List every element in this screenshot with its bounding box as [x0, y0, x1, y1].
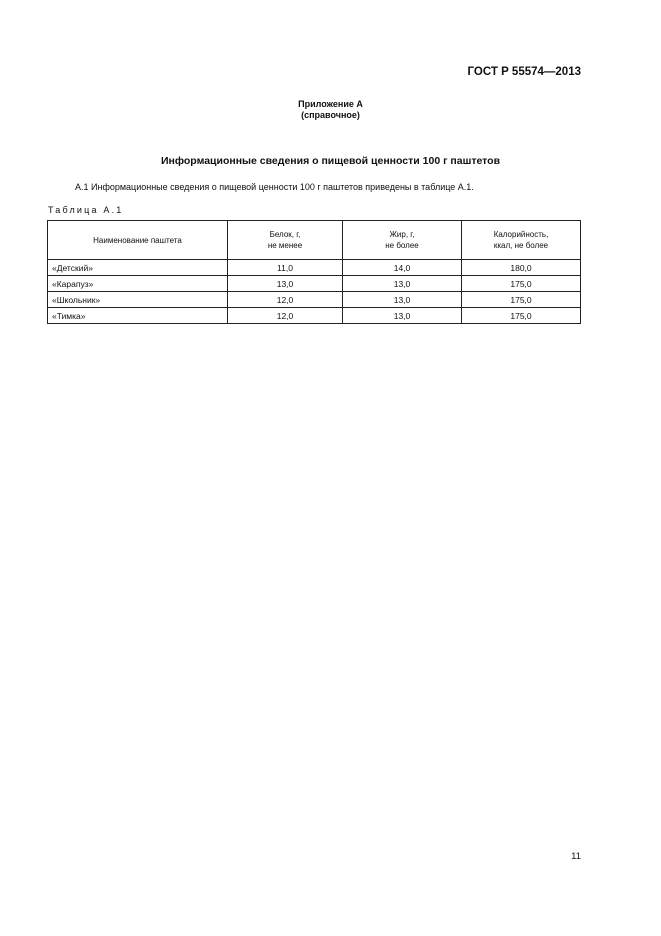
cell-protein: 13,0 [228, 276, 343, 292]
section-title: Информационные сведения о пищевой ценности 100 г паштетов [160, 155, 501, 167]
header-name: Наименование паштета [48, 221, 228, 260]
table-row [48, 292, 581, 308]
header-calories: Калорийность, ккал, не более [462, 221, 581, 260]
cell-calories: 175,0 [462, 308, 581, 324]
cell-protein: 12,0 [228, 308, 343, 324]
header-fat: Жир, г, не более [343, 221, 462, 260]
table-row [48, 308, 581, 324]
annex-heading [0, 99, 661, 121]
cell-name: «Карапуз» [48, 276, 228, 292]
table-row [48, 276, 581, 292]
nutrition-table [47, 220, 581, 324]
annex-status: (справочное) [301, 110, 360, 120]
page-number: 11 [571, 851, 581, 862]
annex-title: Приложение А [298, 99, 363, 109]
table-caption: Таблица А.1 [48, 205, 124, 215]
cell-name: «Тимка» [48, 308, 228, 324]
header-protein: Белок, г, не менее [228, 221, 343, 260]
cell-name: «Детский» [48, 260, 228, 276]
cell-calories: 180,0 [462, 260, 581, 276]
cell-fat: 13,0 [343, 276, 462, 292]
cell-protein: 11,0 [228, 260, 343, 276]
cell-protein: 12,0 [228, 292, 343, 308]
table-row [48, 260, 581, 276]
cell-fat: 13,0 [343, 308, 462, 324]
intro-paragraph: А.1 Информационные сведения о пищевой ценности 100 г паштетов приведены в таблице А.1. [75, 182, 474, 192]
cell-fat: 13,0 [343, 292, 462, 308]
cell-calories: 175,0 [462, 276, 581, 292]
standard-code: ГОСТ Р 55574—2013 [467, 66, 581, 78]
cell-calories: 175,0 [462, 292, 581, 308]
cell-name: «Школьник» [48, 292, 228, 308]
cell-fat: 14,0 [343, 260, 462, 276]
table-header-row [48, 221, 581, 260]
